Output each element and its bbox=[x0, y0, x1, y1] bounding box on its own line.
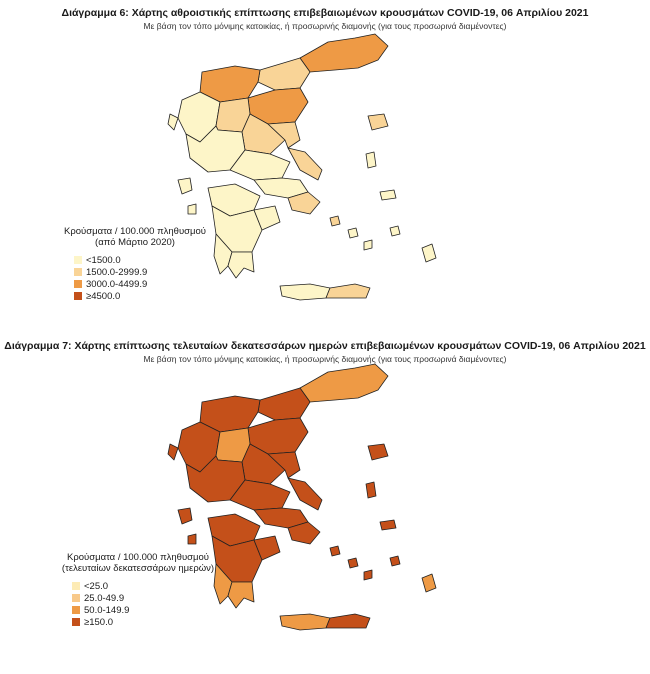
region-cyclades-2 bbox=[348, 558, 358, 568]
region-cyclades-1 bbox=[330, 546, 340, 556]
region-cyclades-1 bbox=[330, 216, 340, 226]
legend-item: 25.0-49.9 bbox=[72, 592, 218, 604]
diagram6-legend bbox=[60, 226, 210, 302]
region-chios bbox=[366, 152, 376, 168]
region-corfu bbox=[168, 444, 178, 460]
region-laconia bbox=[228, 252, 254, 278]
diagram7-legend bbox=[58, 552, 218, 628]
legend-item: <25.0 bbox=[72, 580, 218, 592]
legend-swatch bbox=[72, 606, 80, 614]
region-kefalonia bbox=[178, 178, 192, 194]
region-crete-west bbox=[280, 614, 330, 630]
region-cyclades-3 bbox=[364, 240, 372, 250]
region-euboea bbox=[288, 148, 322, 180]
region-east-macedonia bbox=[258, 388, 310, 420]
legend-swatch bbox=[72, 582, 80, 590]
region-rhodes bbox=[422, 574, 436, 592]
legend-swatch bbox=[74, 280, 82, 288]
legend-item: 50.0-149.9 bbox=[72, 604, 218, 616]
diagram7-title: Διάγραμμα 7: Χάρτης επίπτωσης τελευταίων δεκατεσσάρων ημερών επιβεβαιωμένων κρουσμάτων COVID-19, 06 Απριλίου 2021 bbox=[4, 340, 646, 352]
region-crete-east bbox=[326, 614, 370, 628]
region-zakynthos bbox=[188, 204, 196, 214]
legend-swatch bbox=[74, 268, 82, 276]
region-cyclades-3 bbox=[364, 570, 372, 580]
legend-item: ≥150.0 bbox=[72, 616, 218, 628]
region-lesvos bbox=[368, 444, 388, 460]
region-crete-west bbox=[280, 284, 330, 300]
region-lesvos bbox=[368, 114, 388, 130]
region-thrace bbox=[300, 364, 388, 402]
region-samos bbox=[380, 520, 396, 530]
legend-title: Κρούσματα / 100.000 πληθυσμού (τελευταίων δεκατεσσάρων ημερών) bbox=[61, 552, 215, 574]
region-dodecanese bbox=[390, 556, 400, 566]
region-crete-east bbox=[326, 284, 370, 298]
region-samos bbox=[380, 190, 396, 200]
legend-item: <1500.0 bbox=[74, 254, 210, 266]
legend-swatch bbox=[74, 256, 82, 264]
region-rhodes bbox=[422, 244, 436, 262]
region-dodecanese bbox=[390, 226, 400, 236]
region-chios bbox=[366, 482, 376, 498]
legend-swatch bbox=[72, 618, 80, 626]
region-zakynthos bbox=[188, 534, 196, 544]
legend-item: 1500.0-2999.9 bbox=[74, 266, 210, 278]
region-thrace bbox=[300, 34, 388, 72]
region-kefalonia bbox=[178, 508, 192, 524]
legend-swatch bbox=[72, 594, 80, 602]
region-corfu bbox=[168, 114, 178, 130]
region-cyclades-2 bbox=[348, 228, 358, 238]
region-laconia bbox=[228, 582, 254, 608]
legend-item: ≥4500.0 bbox=[74, 290, 210, 302]
region-euboea bbox=[288, 478, 322, 510]
diagram6-subtitle: Με βάση τον τόπο μόνιμης κατοικίας, ή προσωρινής διαμονής (για τους προσωρινά διαμένοντες) bbox=[143, 21, 507, 31]
region-east-macedonia bbox=[258, 58, 310, 90]
diagram7-subtitle: Με βάση τον τόπο μόνιμης κατοικίας, ή προσωρινής διαμονής (για τους προσωρινά διαμένοντες) bbox=[143, 354, 507, 364]
legend-title: Κρούσματα / 100.000 πληθυσμού (από Μάρτιο 2020) bbox=[64, 226, 206, 248]
legend-swatch bbox=[74, 292, 82, 300]
legend-item: 3000.0-4499.9 bbox=[74, 278, 210, 290]
diagram6-title: Διάγραμμα 6: Χάρτης αθροιστικής επίπτωσης επιβεβαιωμένων κρουσμάτων COVID-19, 06 Απριλίου 2021 bbox=[61, 7, 589, 19]
